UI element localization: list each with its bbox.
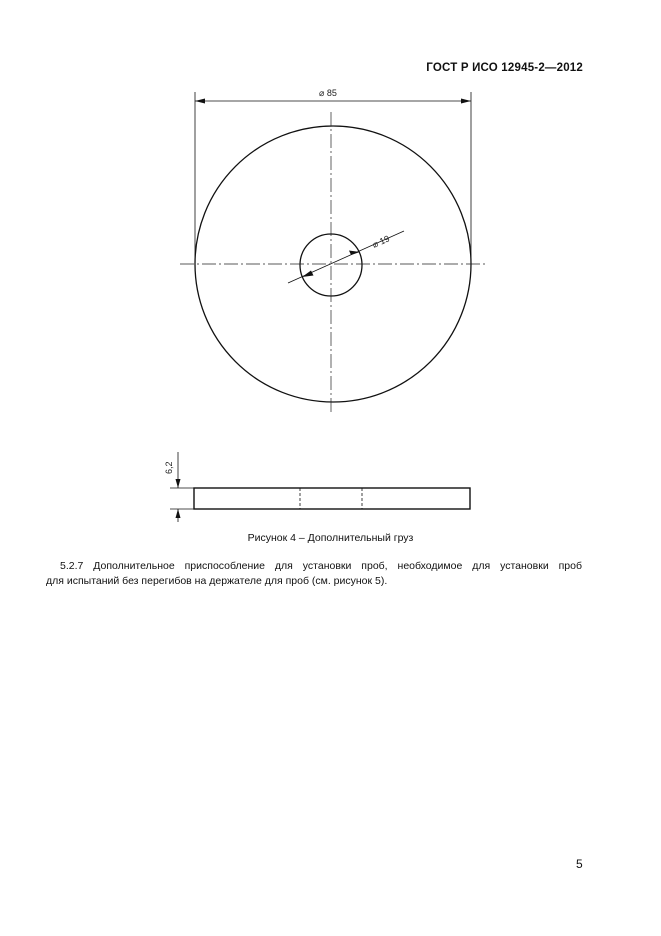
- page-number: 5: [576, 857, 583, 871]
- document-code-header: ГОСТ Р ИСО 12945-2—2012: [426, 62, 583, 74]
- outer-dim-arrow-left: [195, 99, 205, 104]
- thickness-arrow-bottom: [176, 509, 181, 518]
- inner-hole-circle: [300, 234, 362, 296]
- thickness-arrow-top: [176, 479, 181, 488]
- outer-diameter-label: ⌀ 85: [319, 88, 337, 98]
- outer-dim-arrow-right: [461, 99, 471, 104]
- paragraph-line-2: для испытаний без перегибов на держателе для проб (см. рисунок 5).: [46, 575, 388, 587]
- thickness-label: 6,2: [164, 461, 174, 474]
- paragraph-line-1: 5.2.7 Дополнительное приспособление для установки проб, необходимое для установки проб: [60, 560, 582, 572]
- figure-caption: Рисунок 4 – Дополнительный груз: [247, 532, 414, 544]
- inner-dim-arrow-left: [302, 271, 314, 278]
- side-view-profile: [194, 488, 470, 509]
- body-paragraph: [46, 559, 582, 589]
- inner-diameter-label: ⌀ 19: [370, 233, 392, 250]
